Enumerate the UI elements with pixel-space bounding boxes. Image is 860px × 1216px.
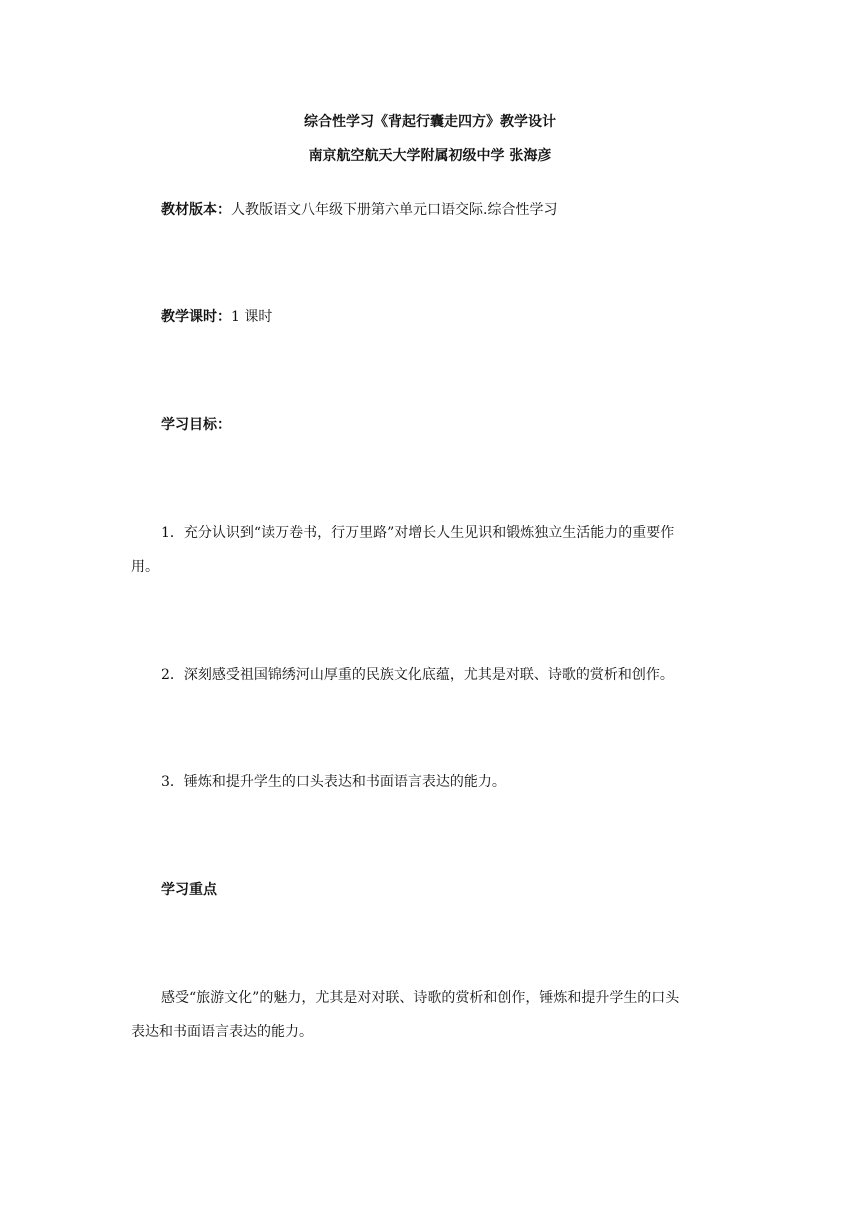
goal-3: 3．锤炼和提升学生的口头表达和书面语言表达的能力。: [161, 774, 506, 790]
focus-heading: 学习重点: [161, 882, 217, 898]
hours-label: 教学课时：: [161, 309, 231, 325]
goal-2: 2．深刻感受祖国锦绣河山厚重的民族文化底蕴，尤其是对联、诗歌的赏析和创作。: [161, 667, 674, 683]
hours-value: 1 课时: [231, 309, 273, 325]
document-author: 南京航空航天大学附属初级中学 张海彦: [308, 148, 552, 164]
goals-heading: 学习目标：: [161, 417, 231, 433]
textbook-value: 人教版语文八年级下册第六单元口语交际.综合性学习: [231, 202, 558, 218]
focus-line-1: 感受“旅游文化”的魅力，尤其是对对联、诗歌的赏析和创作，锤炼和提升学生的口头: [161, 990, 680, 1006]
focus-line-2: 表达和书面语言表达的能力。: [131, 1024, 313, 1040]
hours-line: [161, 307, 272, 327]
goal-1-line-1: 1．充分认识到“读万卷书，行万里路”对增长人生见识和锻炼独立生活能力的重要作: [161, 525, 675, 541]
textbook-label: 教材版本：: [161, 202, 231, 218]
textbook-line: [161, 200, 557, 220]
goal-1-line-2: 用。: [131, 559, 159, 575]
document-title: 综合性学习《背起行囊走四方》教学设计: [304, 114, 556, 130]
